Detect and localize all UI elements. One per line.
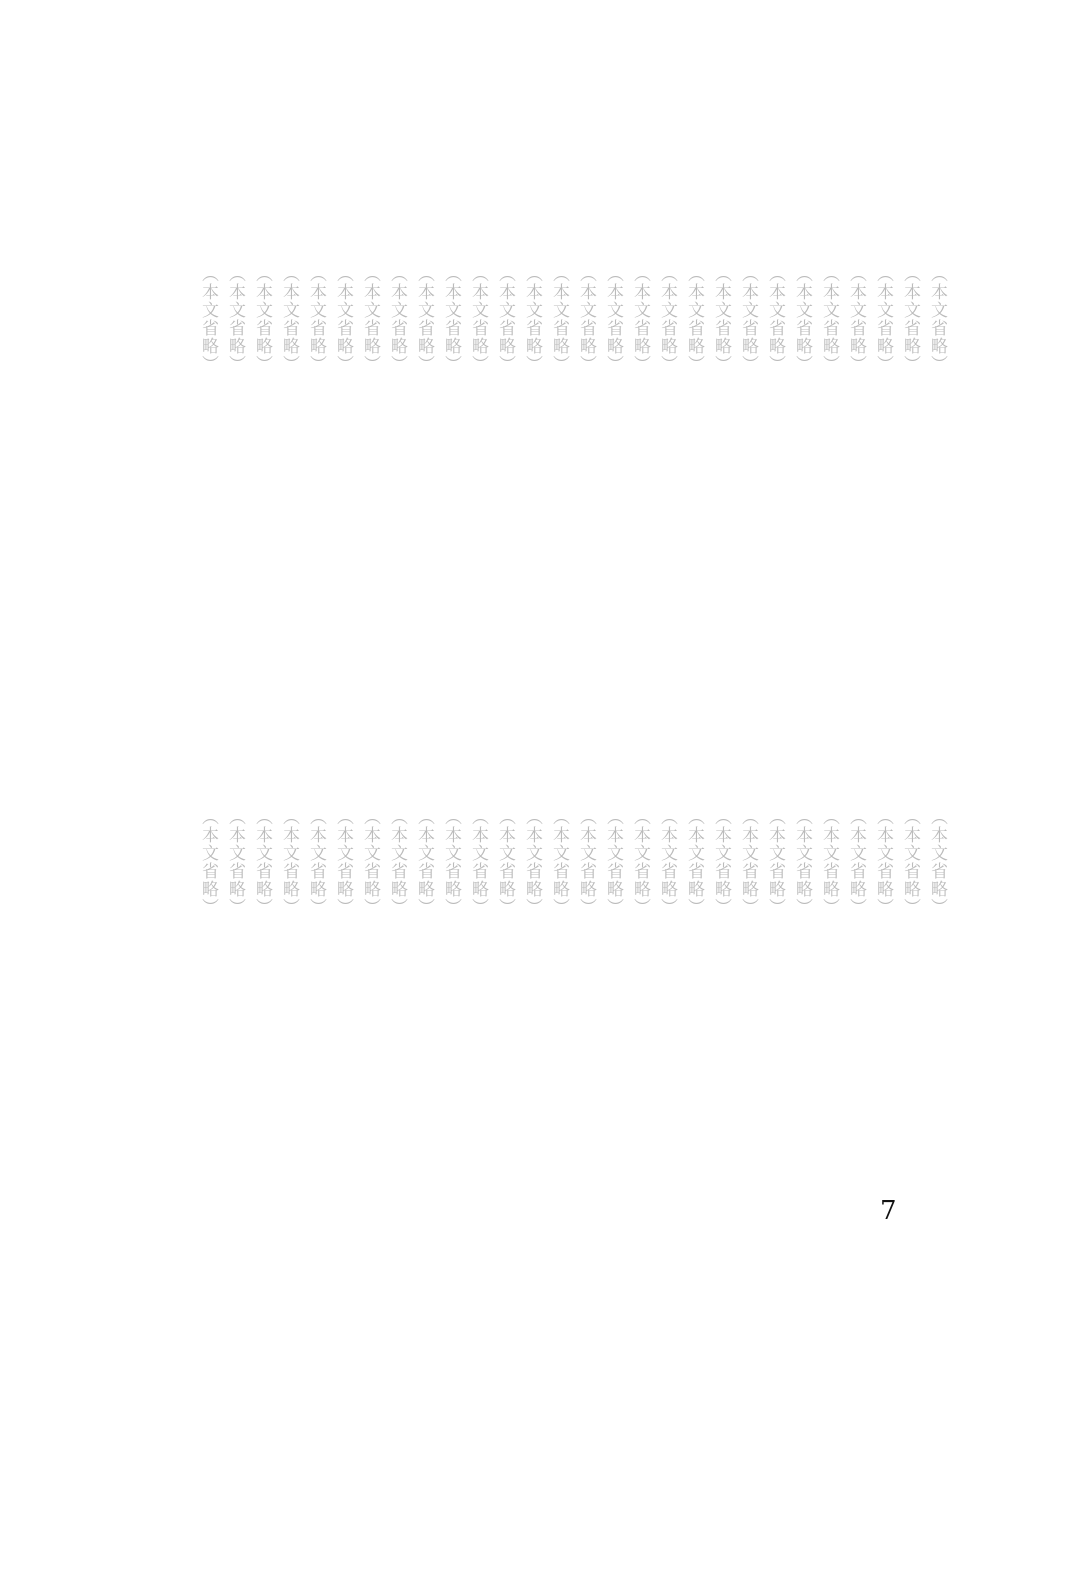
text-column: （本文省略） (765, 808, 785, 916)
text-column: （本文省略） (306, 808, 326, 916)
text-column: （本文省略） (819, 265, 839, 373)
lower-text-block (150, 808, 950, 1178)
text-column: （本文省略） (927, 265, 947, 373)
text-column: （本文省略） (738, 265, 758, 373)
text-column: （本文省略） (657, 265, 677, 373)
text-column: （本文省略） (711, 808, 731, 916)
text-column: （本文省略） (684, 808, 704, 916)
text-column: （本文省略） (468, 808, 488, 916)
text-column: （本文省略） (792, 808, 812, 916)
text-column: （本文省略） (198, 808, 218, 916)
text-column: （本文省略） (333, 265, 353, 373)
text-column: （本文省略） (252, 265, 272, 373)
text-column: （本文省略） (819, 808, 839, 916)
text-column: （本文省略） (927, 808, 947, 916)
text-column: （本文省略） (495, 265, 515, 373)
upper-text-block (150, 265, 950, 635)
text-column: （本文省略） (387, 808, 407, 916)
text-column: （本文省略） (468, 265, 488, 373)
text-column: （本文省略） (387, 265, 407, 373)
text-column: （本文省略） (873, 265, 893, 373)
text-column: （本文省略） (873, 808, 893, 916)
text-column: （本文省略） (603, 808, 623, 916)
text-column: （本文省略） (441, 808, 461, 916)
text-column: （本文省略） (549, 265, 569, 373)
text-column: （本文省略） (198, 265, 218, 373)
text-column: （本文省略） (603, 265, 623, 373)
text-column: （本文省略） (738, 808, 758, 916)
text-column: （本文省略） (792, 265, 812, 373)
text-column: （本文省略） (279, 265, 299, 373)
text-column: （本文省略） (495, 808, 515, 916)
text-column: （本文省略） (657, 808, 677, 916)
text-column: （本文省略） (306, 265, 326, 373)
text-column: （本文省略） (765, 265, 785, 373)
page-number: 7 (880, 1196, 897, 1226)
text-column: （本文省略） (333, 808, 353, 916)
text-column: （本文省略） (711, 265, 731, 373)
text-column: （本文省略） (900, 265, 920, 373)
text-column: （本文省略） (900, 808, 920, 916)
text-column: （本文省略） (522, 265, 542, 373)
text-column: （本文省略） (279, 808, 299, 916)
text-column: （本文省略） (630, 808, 650, 916)
text-column: （本文省略） (225, 808, 245, 916)
text-column: （本文省略） (441, 265, 461, 373)
text-column: （本文省略） (684, 265, 704, 373)
text-column: （本文省略） (225, 265, 245, 373)
text-column: （本文省略） (630, 265, 650, 373)
text-column: （本文省略） (846, 265, 866, 373)
text-column: （本文省略） (522, 808, 542, 916)
text-column: （本文省略） (549, 808, 569, 916)
text-column: （本文省略） (414, 265, 434, 373)
text-column: （本文省略） (360, 808, 380, 916)
text-column: （本文省略） (252, 808, 272, 916)
text-column: （本文省略） (576, 265, 596, 373)
text-column: （本文省略） (360, 265, 380, 373)
text-column: （本文省略） (414, 808, 434, 916)
text-column: （本文省略） (846, 808, 866, 916)
text-column: （本文省略） (576, 808, 596, 916)
